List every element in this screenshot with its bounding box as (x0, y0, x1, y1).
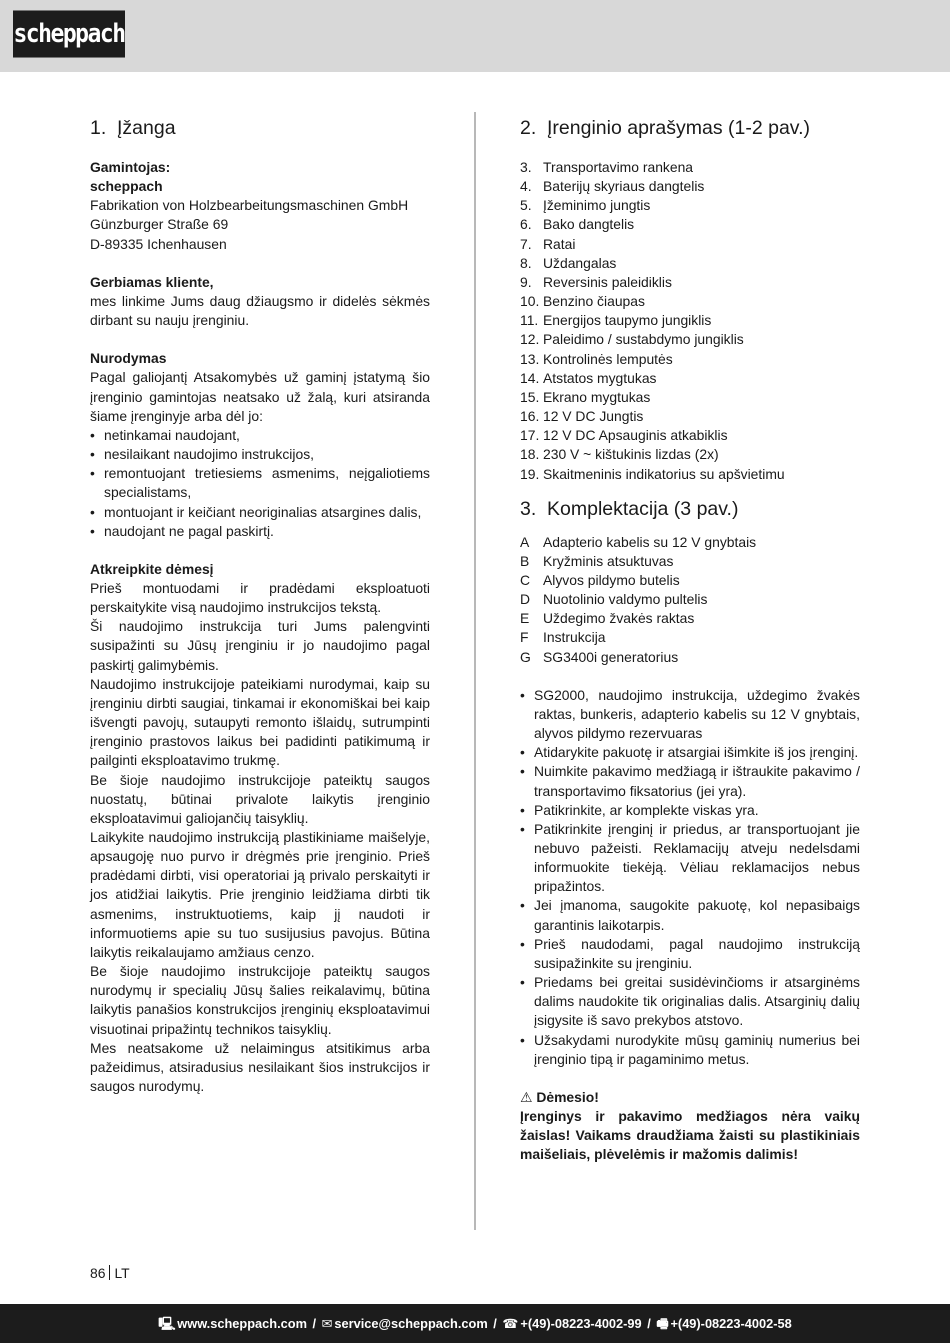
mail-icon: ✉ (321, 1316, 333, 1331)
list-item (520, 235, 860, 254)
item-text: Bako dangtelis (543, 216, 635, 233)
fax-icon: 🖷 (656, 1316, 669, 1331)
warning-text: Įrenginys ir pakavimo medžiagos nėra vaikų žaislas! Vaikams draudžiama žaisti su plastikiniais maišeliais, plėvelėmis ir mažomis dalimis! (520, 1108, 860, 1163)
item-text: Ratai (543, 235, 576, 252)
page-language: LT (114, 1265, 130, 1281)
item-text: Transportavimo rankena (543, 159, 694, 175)
scheppach-logo: scheppach (13, 10, 125, 57)
list-item (520, 254, 860, 273)
item-number: 17. (520, 427, 540, 444)
item-number: 5. (520, 197, 532, 214)
item-number: 8. (520, 254, 532, 271)
item-text: Adapterio kabelis su 12 V gnybtais (543, 533, 757, 550)
manufacturer-line: Fabrikation von Holzbearbeitungsmaschinen GmbH (90, 197, 409, 214)
header-bar (0, 0, 950, 72)
item-letter: G (520, 648, 531, 665)
list-item (520, 628, 860, 647)
list-item (520, 388, 860, 407)
greeting-block (90, 273, 430, 330)
item-letter: A (520, 533, 530, 550)
list-item: • nesilaikant naudojimo instrukcijos, (90, 445, 430, 464)
list-item (520, 350, 860, 369)
footer-phone: +(49)-08223-4002-99 (520, 1316, 642, 1331)
item-text: Baterijų skyriaus dangtelis (543, 178, 705, 195)
item-text: Reversinis paleidiklis (543, 273, 672, 290)
item-text: Nuotolinio valdymo pultelis (543, 591, 708, 608)
item-text: 12 V DC Apsauginis atkabiklis (543, 427, 728, 444)
column-divider (474, 112, 476, 1230)
warning-title-row (520, 1088, 860, 1107)
list-item (520, 273, 860, 292)
item-text: Skaitmeninis indikatorius su apšvietimu (543, 465, 785, 482)
item-number: 9. (520, 273, 532, 290)
page-separator (109, 1265, 110, 1280)
manufacturer-block (90, 158, 430, 254)
footer-fax: +(49)-08223-4002-58 (670, 1316, 792, 1331)
item-text: Kryžminis atsuktuvas (543, 552, 674, 569)
item-text: Įžeminimo jungtis (543, 197, 651, 214)
item-number: 4. (520, 178, 532, 195)
section-3-title: Komplektacija (3 pav.) (547, 497, 739, 520)
item-text: 12 V DC Jungtis (543, 408, 644, 425)
item-text: Atstatos mygtukas (543, 369, 657, 386)
item-letter: E (520, 610, 530, 627)
attention-paragraph: Prieš montuodami ir pradėdami eksploatuoti perskaitykite visą naudojimo instrukcijos tekstą. (90, 579, 430, 616)
notice-title: Nurodymas (90, 350, 167, 367)
attention-paragraph: Be šioje naudojimo instrukcijoje pateiktų saugos nurodymų ir specialių Jūsų šalies reikalavimų, būtina laikytis panašios konstrukcijos įrenginių eksploatavimui visuotinai pripažintų technikos taisyklių. (90, 963, 430, 1037)
list-item: • Patikrinkite įrenginį ir priedus, ar transportuojant jie nebuvo pažeisti. Reklamacijų atveju nedelsdami informuokite tiekėją. Vėliau reklamacijos nebus pripažintos. (520, 820, 860, 897)
attention-paragraph: Ši naudojimo instrukcija turi Jums palengvinti susipažinti su Jūsų įrenginiu ir jo naudojimo pagal paskirtį galimybėmis. (90, 618, 430, 673)
scope-of-delivery-list (520, 533, 860, 667)
greeting-text: mes linkime Jums daug džiaugsmo ir didelės sėkmės dirbant su nauju įrenginiu. (90, 292, 430, 329)
warning-block (520, 1088, 860, 1165)
manufacturer-label: Gamintojas: (90, 159, 171, 175)
list-item (520, 177, 860, 196)
list-item: • Patikrinkite, ar komplekte viskas yra. (520, 801, 860, 820)
attention-paragraph: Laikykite naudojimo instrukciją plastikiniame maišelyje, apsaugoję nuo purvo ir drėgmės prie įrenginio. Prieš pradėdami dirbti, visi operatoriai ją privalo perskaityti ir jos atidžiai laikytis. Prie įrenginio leidžiama dirbti tik asmenims, instruktuotiems, kaip jį naudoti ir informuotiems apie su tuo susijusius pavojus. Būtina laikytis reikalaujamo amžiaus cenzo. (90, 829, 430, 960)
list-item (520, 292, 860, 311)
phone-icon: ☎ (502, 1316, 519, 1331)
section-1-title: Įžanga (117, 117, 176, 139)
list-item: • montuojant ir keičiant neoriginalias atsargines dalis, (90, 503, 430, 522)
greeting-title: Gerbiamas kliente, (90, 273, 214, 290)
list-item (520, 369, 860, 388)
item-text: SG3400i generatorius (543, 648, 679, 665)
list-item (520, 330, 860, 349)
page-number-value: 86 (90, 1265, 106, 1281)
list-item: • Užsakydami nurodykite mūsų gaminių numerius bei įrenginio tipą ir pagaminimo metus. (520, 1031, 860, 1069)
list-item (520, 426, 860, 445)
attention-title: Atkreipkite dėmesį (90, 560, 214, 577)
list-item (520, 445, 860, 464)
list-item: • Jei įmanoma, saugokite pakuotę, kol nepasibaigs garantinis laikotarpis. (520, 896, 860, 934)
item-text: Alyvos pildymo butelis (543, 571, 680, 588)
section-2-heading (520, 116, 860, 140)
item-number: 14. (520, 369, 540, 386)
list-item (520, 648, 860, 667)
list-item (520, 571, 860, 590)
footer-bar (0, 1304, 950, 1343)
item-number: 15. (520, 388, 540, 405)
item-number: 19. (520, 465, 540, 482)
manufacturer-name: scheppach (90, 178, 163, 195)
footer-separator: / (647, 1316, 651, 1331)
footer-separator: / (312, 1316, 317, 1331)
notice-list (90, 426, 430, 541)
item-number: 12. (520, 331, 540, 348)
item-text: Uždegimo žvakės raktas (543, 610, 695, 627)
footer-website-link[interactable]: www.scheppach.com (177, 1316, 307, 1331)
item-text: Paleidimo / sustabdymo jungiklis (543, 331, 744, 348)
warning-triangle-icon: ⚠ (520, 1088, 533, 1105)
list-item: • remontuojant tretiesiems asmenims, neįgaliotiems specialistams, (90, 464, 430, 502)
list-item (520, 215, 860, 234)
section-1-number: 1. (90, 117, 107, 139)
item-text: Kontrolinės lemputės (543, 350, 673, 367)
list-item: • Prieš naudodami, pagal naudojimo instrukciją susipažinkite su įrenginiu. (520, 935, 860, 973)
item-text: Instrukcija (543, 629, 606, 646)
right-column (520, 116, 860, 1165)
notice-block (90, 349, 430, 541)
notice-text: Pagal galiojantį Atsakomybės už gaminį įstatymą šio įrenginio gamintojas neatsako už žalą, kuri atsiranda šiame įrenginyje arba dėl jo: (90, 369, 430, 424)
list-item: • Atidarykite pakuotę ir atsargiai išimkite iš jos įrenginį. (520, 743, 860, 762)
item-number: 18. (520, 446, 540, 463)
list-item (520, 196, 860, 215)
footer-separator: / (493, 1316, 497, 1331)
monitor-icon: 🖳 (158, 1316, 176, 1331)
section-2-number: 2. (520, 117, 537, 139)
item-number: 6. (520, 216, 532, 233)
attention-block (90, 560, 430, 1096)
list-item: • SG2000, naudojimo instrukcija, uždegimo žvakės raktas, bunkeris, adapterio kabelis su 12 V gnybtais, alyvos pildymo rezervuaras (520, 686, 860, 743)
list-item: • Nuimkite pakavimo medžiagą ir ištraukite pakavimo / transportavimo fiksatorius (jei yra). (520, 762, 860, 800)
item-number: 16. (520, 408, 540, 425)
left-column (90, 116, 430, 1096)
list-item (520, 590, 860, 609)
section-2-title: Įrenginio aprašymas (1-2 pav.) (547, 117, 811, 139)
attention-paragraph: Mes neatsakome už nelaimingus atsitikimus arba pažeidimus, atsiradusius nesilaikant šios instrukcijos ir saugos nurodymų. (90, 1039, 430, 1095)
list-item (520, 533, 860, 552)
list-item (520, 311, 860, 330)
list-item: • naudojant ne pagal paskirtį. (90, 522, 430, 541)
item-number: 7. (520, 235, 532, 252)
manufacturer-line: Günzburger Straße 69 (90, 216, 229, 233)
device-parts-list (520, 158, 860, 484)
manufacturer-line: D-89335 Ichenhausen (90, 235, 227, 252)
item-number: 11. (520, 312, 539, 329)
list-item: • netinkamai naudojant, (90, 426, 430, 445)
list-item: • Priedams bei greitai susidėvinčioms ir atsarginėms dalims naudokite tik originalias dalis. Atsarginių dalių įsigysite iš savo prekybos atstovo. (520, 973, 860, 1030)
item-letter: F (520, 629, 529, 646)
list-item (520, 407, 860, 426)
footer-email-link[interactable]: service@scheppach.com (334, 1316, 488, 1331)
warning-title: Dėmesio! (536, 1088, 599, 1105)
unpacking-list (520, 686, 860, 1069)
list-item (520, 158, 860, 177)
item-number: 13. (520, 350, 540, 367)
list-item (520, 552, 860, 571)
item-letter: B (520, 552, 530, 569)
item-text: Ekrano mygtukas (543, 388, 651, 405)
item-number: 3. (520, 159, 532, 175)
attention-paragraph: Be šioje naudojimo instrukcijoje pateiktų saugos nuostatų, būtinai privalote laikytis įrenginio eksploatavimui galiojančių taisyklių. (90, 771, 430, 826)
item-letter: D (520, 591, 531, 608)
page-number (90, 1265, 130, 1281)
item-text: Uždangalas (543, 254, 617, 271)
section-3-number: 3. (520, 497, 537, 520)
item-letter: C (520, 571, 531, 588)
item-text: Benzino čiaupas (543, 293, 645, 310)
item-text: Energijos taupymo jungiklis (543, 312, 712, 329)
list-item (520, 609, 860, 628)
section-3-heading (520, 497, 860, 521)
item-text: 230 V ~ kištukinis lizdas (2x) (543, 446, 719, 463)
section-1-heading (90, 116, 430, 140)
attention-paragraph: Naudojimo instrukcijoje pateikiami nurodymai, kaip su įrenginiu dirbti saugiai, tinkamai ir ekonomiškai bei kaip išvengti pavojų, sutaupyti remonto išlaidų, sutrumpinti įrenginio prastovos laikus bei padidinti patikimumą ir pailginti eksploatavimo trukmę. (90, 675, 430, 769)
item-number: 10. (520, 293, 540, 310)
list-item (520, 465, 860, 484)
